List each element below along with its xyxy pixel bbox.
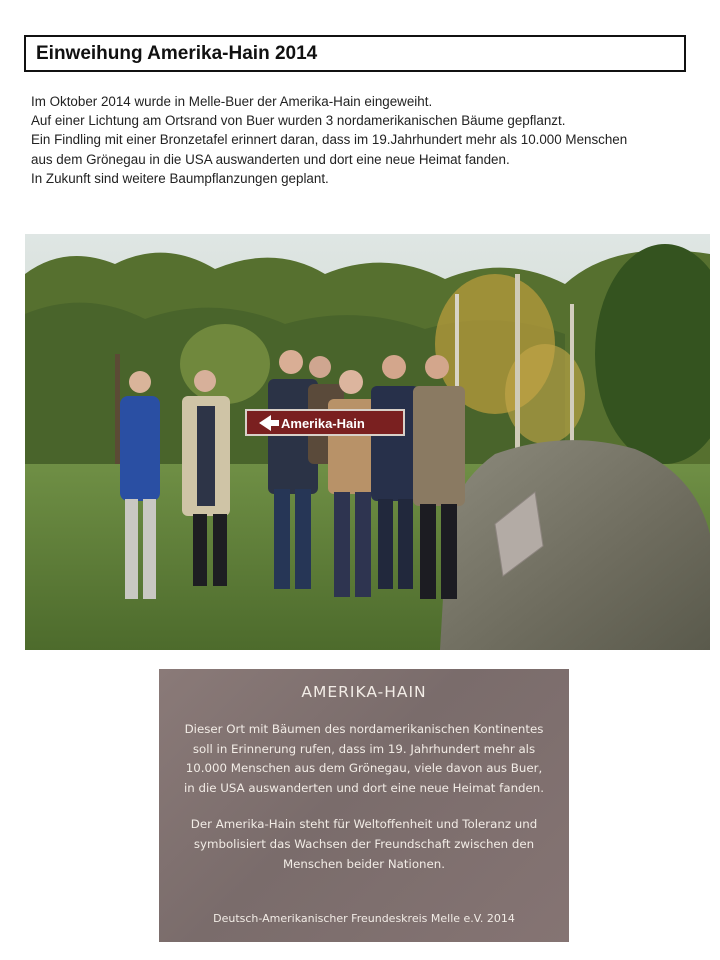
sign-text: Amerika-Hain (281, 416, 365, 431)
page-title-text: Einweihung Amerika-Hain 2014 (36, 42, 318, 64)
plaque-line: in die USA auswanderten und dort eine neue Heimat fanden. (183, 780, 545, 795)
intro-line: In Zukunft sind weitere Baumpflanzungen geplant. (31, 170, 329, 186)
intro-line: Im Oktober 2014 wurde in Melle-Buer der Amerika-Hain eingeweiht. (31, 94, 433, 109)
group-photo (25, 234, 710, 650)
intro-text (31, 92, 701, 188)
plaque-footer: Deutsch-Amerikanischer Freundeskreis Melle e.V. 2014 (213, 912, 515, 925)
intro-line: Auf einer Lichtung am Ortsrand von Buer wurden 3 nordamerikanischen Bäume gepflanzt. (31, 113, 566, 129)
plaque-title: AMERIKA-HAIN (301, 683, 427, 701)
plaque-line: soll in Erinnerung rufen, dass im 19. Jahrhundert mehr als (192, 741, 536, 756)
intro-line: aus dem Grönegau in die USA auswanderten und dort eine neue Heimat fanden. (31, 151, 510, 167)
bronze-plaque-photo (159, 669, 569, 942)
plaque-line: Dieser Ort mit Bäumen des nordamerikanischen Kontinentes (184, 722, 544, 736)
plaque-line: Der Amerika-Hain steht für Weltoffenheit und Toleranz und (190, 817, 538, 832)
amerika-hain-sign (246, 410, 404, 435)
plaque-line: symbolisiert das Wachsen der Freundschaft zwischen den (193, 836, 535, 851)
intro-line: Ein Findling mit einer Bronzetafel erinnert daran, dass im 19.Jahrhundert mehr als 10.000 Menschen (31, 132, 628, 148)
plaque-paragraph-2 (159, 815, 569, 874)
page-title (24, 35, 686, 72)
plaque-paragraph-1 (159, 720, 569, 798)
plaque-line: Menschen beider Nationen. (282, 856, 445, 871)
plaque-line: 10.000 Menschen aus dem Grönegau, viele davon aus Buer, (185, 761, 543, 776)
